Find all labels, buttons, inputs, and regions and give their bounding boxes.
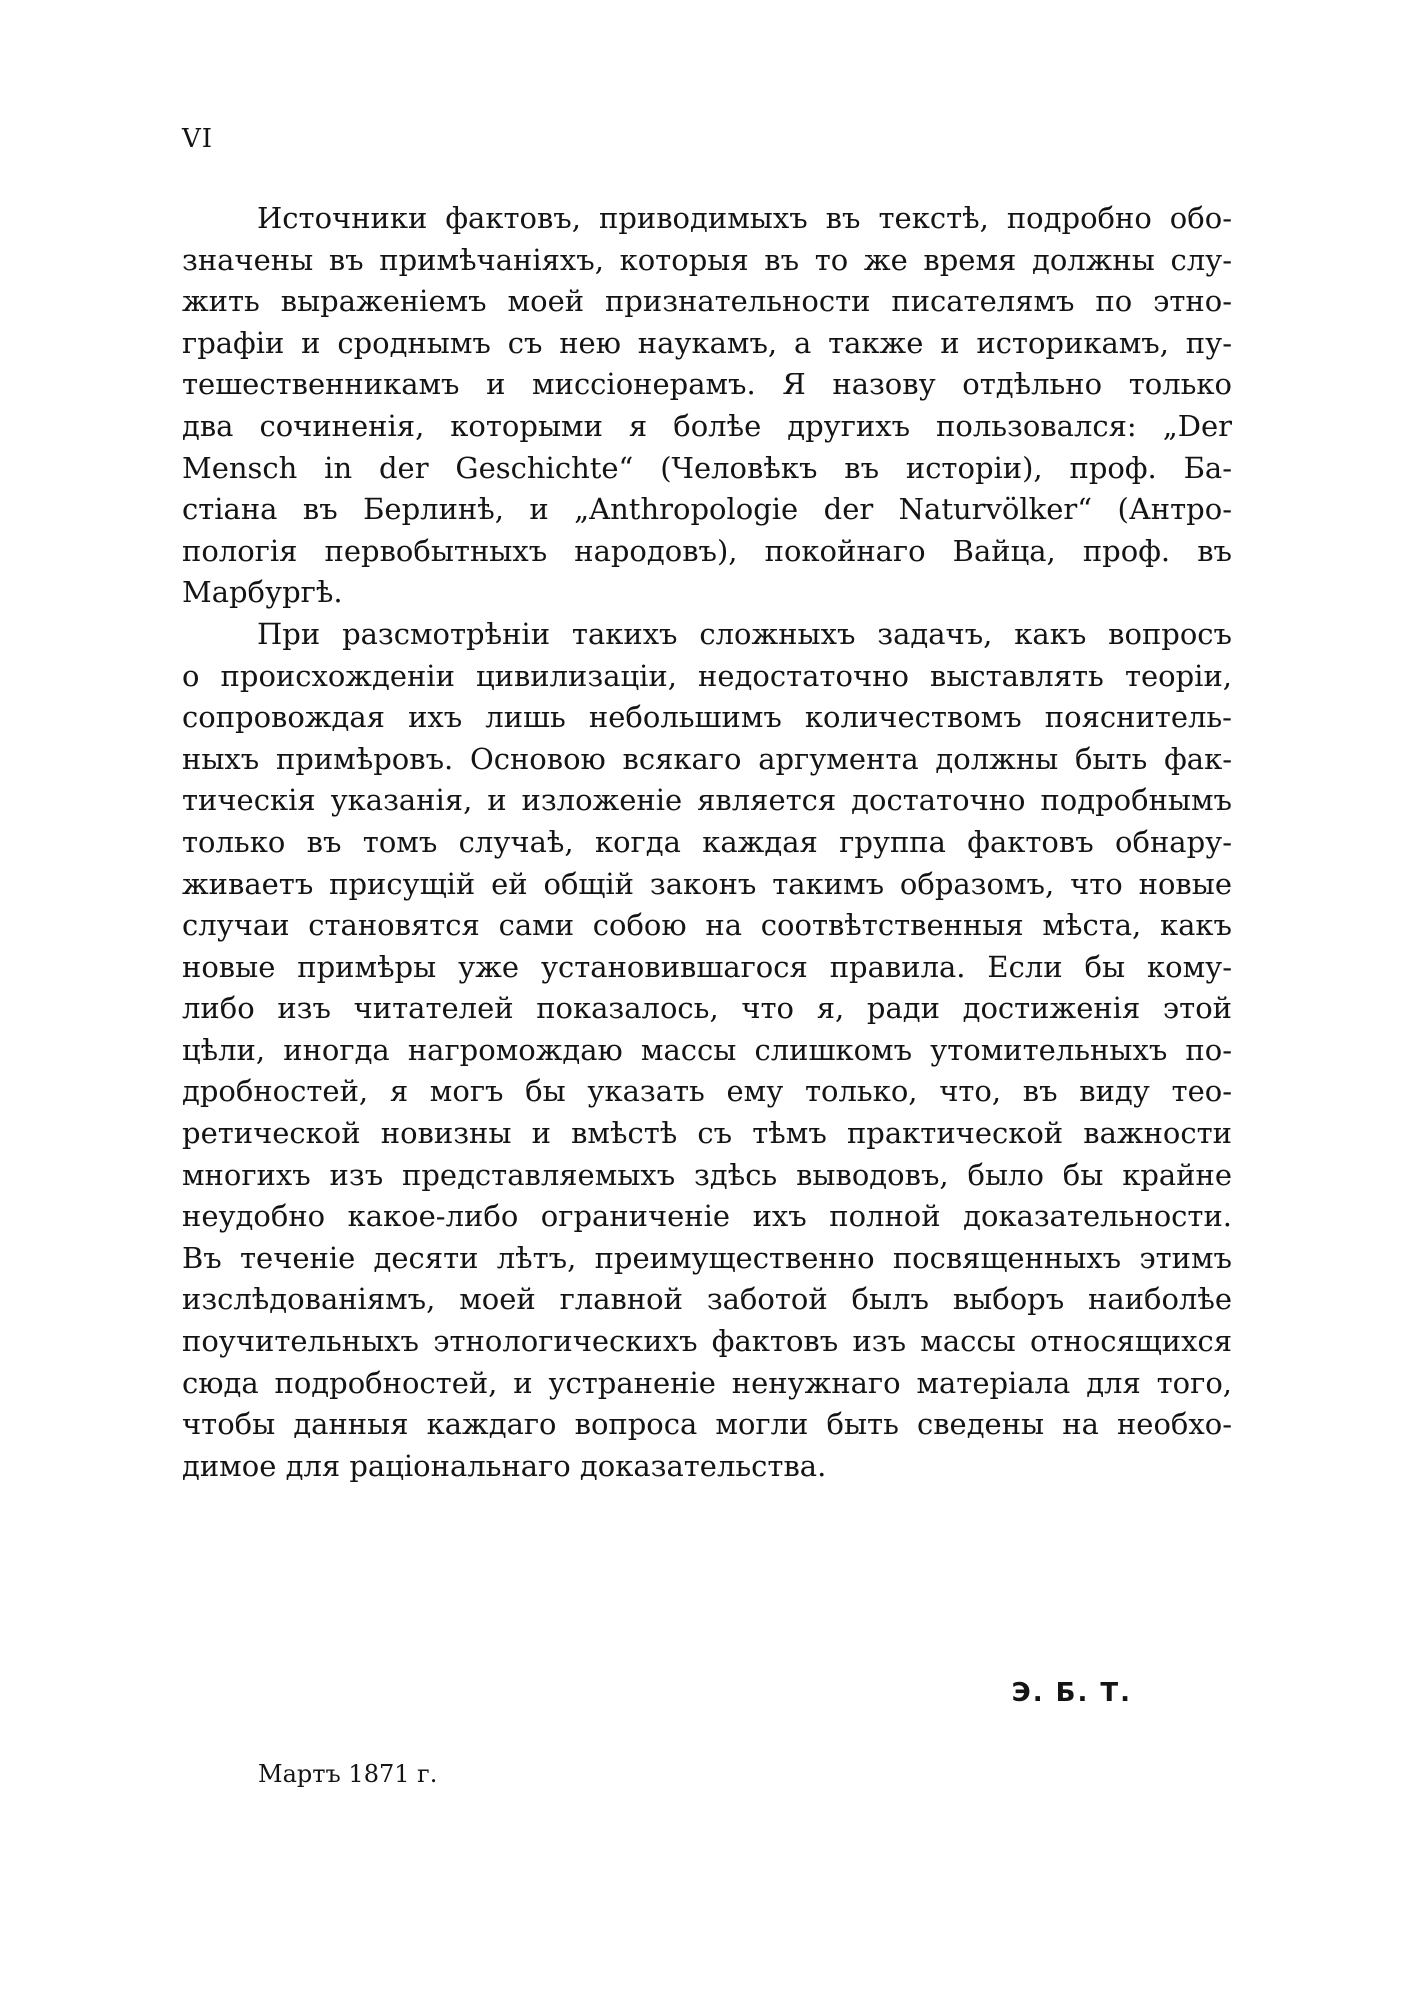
text-line: дробностей, я могъ бы указать ему только, что, въ виду тео- (182, 1074, 1232, 1109)
text-line: ретической новизны и вмѣстѣ съ тѣмъ практической важности (182, 1116, 1232, 1151)
text-line: стіана въ Берлинѣ, и „Anthropologie der Naturvölker“ (Антро- (182, 492, 1232, 527)
text-line: о происхожденіи цивилизаціи, недостаточно выставлять теоріи, (182, 658, 1232, 693)
text-line: живаетъ присущій ей общій законъ такимъ образомъ, что новые (182, 866, 1232, 901)
text-line: графіи и сроднымъ съ нею наукамъ, а также и историкамъ, пу- (182, 325, 1232, 360)
text-line: новые примѣры уже установившагося правила. Если бы кому- (182, 949, 1232, 984)
text-line: пологія первобытныхъ народовъ), покойнаго Вайца, проф. въ (182, 533, 1232, 568)
text-line: Источники фактовъ, приводимыхъ въ текстѣ, подробно обо- (257, 201, 1232, 235)
text-line: либо изъ читателей показалось, что я, ради достиженія этой (182, 991, 1232, 1026)
text-line: жить выраженіемъ моей признательности писателямъ по этно- (182, 284, 1232, 319)
text-line: Марбургѣ. (182, 575, 343, 610)
text-line: тическія указанія, и изложеніе является достаточно подробнымъ (182, 783, 1232, 818)
text-line: неудобно какое-либо ограниченіе ихъ полной доказательности. (182, 1199, 1232, 1234)
page-number: VI (182, 124, 214, 154)
text-line: ныхъ примѣровъ. Основою всякаго аргумента должны быть фак- (182, 741, 1232, 776)
paragraph-sources (182, 198, 1232, 614)
text-line: чтобы данныя каждаго вопроса могли быть сведены на необхо- (182, 1407, 1232, 1442)
author-initials: Э. Б. Т. (1011, 1678, 1132, 1708)
text-line: многихъ изъ представляемыхъ здѣсь выводовъ, было бы крайне (182, 1157, 1232, 1192)
text-line: Въ теченіе десяти лѣтъ, преимущественно посвященныхъ этимъ (182, 1240, 1232, 1275)
dateline: Мартъ 1871 г. (258, 1760, 438, 1788)
text-line: случаи становятся сами собою на соотвѣтственныя мѣста, какъ (182, 908, 1232, 943)
text-line: При разсмотрѣніи такихъ сложныхъ задачъ, какъ вопросъ (257, 616, 1232, 651)
text-line: Mensch in der Geschichte“ (Человѣкъ въ исторіи), проф. Ба- (182, 450, 1232, 485)
text-line: димое для раціональнаго доказательства. (182, 1448, 827, 1483)
body-text (182, 198, 1232, 1487)
paragraph-method (182, 614, 1232, 1487)
text-line: поучительныхъ этнологическихъ фактовъ изъ массы относящихся (182, 1324, 1232, 1359)
text-line: изслѣдованіямъ, моей главной заботой былъ выборъ наиболѣе (182, 1282, 1232, 1317)
text-line: тешественникамъ и миссіонерамъ. Я назову отдѣльно только (182, 367, 1232, 402)
text-line: цѣли, иногда нагромождаю массы слишкомъ утомительныхъ по- (182, 1032, 1232, 1067)
text-line: только въ томъ случаѣ, когда каждая группа фактовъ обнару- (182, 824, 1232, 859)
text-line: два сочиненія, которыми я болѣе другихъ пользовался: „Der (182, 408, 1232, 443)
text-line: сопровождая ихъ лишь небольшимъ количествомъ пояснитель- (182, 700, 1232, 735)
text-line: значены въ примѣчаніяхъ, которыя въ то же время должны слу- (182, 242, 1232, 277)
text-line: сюда подробностей, и устраненіе ненужнаго матеріала для того, (182, 1365, 1232, 1400)
